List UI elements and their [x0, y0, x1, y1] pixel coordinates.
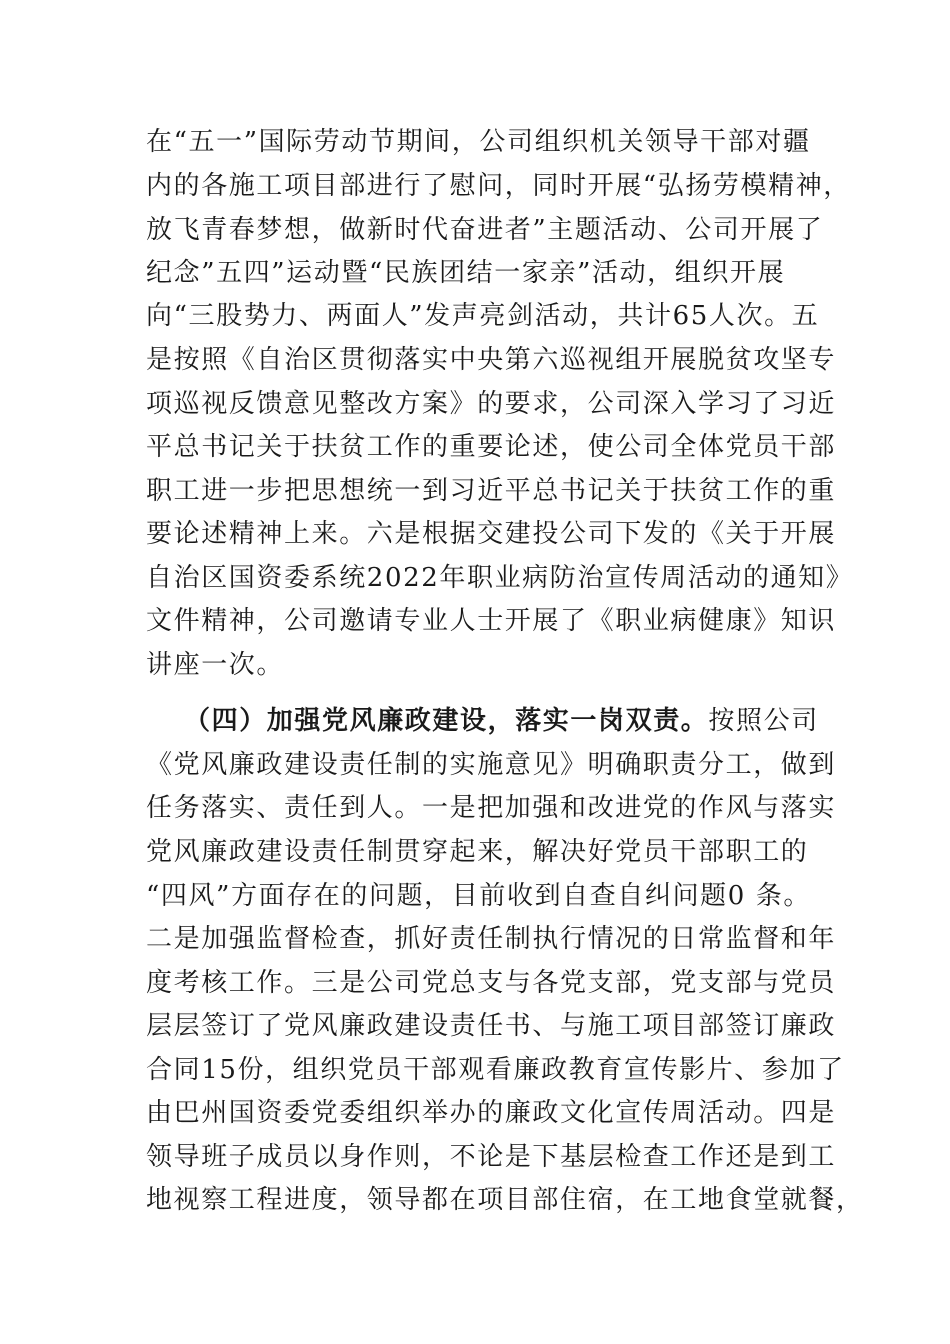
- text-line: 要论述精神上来。六是根据交建投公司下发的《关于开展: [146, 519, 837, 549]
- text-line: 党风廉政建设责任制贯穿起来，解决好党员干部职工的: [146, 837, 809, 867]
- text-line: 任务落实、责任到人。一是把加强和改进党的作风与落实: [146, 793, 837, 823]
- text-line: 讲座一次。: [146, 650, 285, 680]
- text-line: 由巴州国资委党委组织举办的廉政文化宣传周活动。四是: [146, 1098, 837, 1128]
- section-heading-line: [184, 705, 819, 737]
- text-line: 领导班子成员以身作则，不论是下基层检查工作还是到工: [146, 1142, 837, 1172]
- text-line: 度考核工作。三是公司党总支与各党支部，党支部与党员: [146, 968, 837, 998]
- text-line: 文件精神，公司邀请专业人士开展了《职业病健康》知识: [146, 606, 837, 636]
- text-line: 向“三股势力、两面人”发声亮剑活动，共计65人次。五: [146, 301, 820, 331]
- text-line: 放飞青春梦想，做新时代奋进者”主题活动、公司开展了: [146, 215, 824, 245]
- text-line: 层层签订了党风廉政建设责任书、与施工项目部签订廉政: [146, 1011, 837, 1041]
- text-line: 地视察工程进度，领导都在项目部住宿，在工地食堂就餐，: [146, 1185, 864, 1215]
- text-line: “四风”方面存在的问题，目前收到自查自纠问题0 条。: [146, 881, 811, 911]
- text-line: 内的各施工项目部进行了慰问，同时开展“弘扬劳模精神，: [146, 171, 851, 201]
- text-line: 纪念”五四”运动暨“民族团结一家亲”活动，组织开展: [146, 258, 786, 288]
- text-line: 在“五一”国际劳动节期间，公司组织机关领导干部对疆: [146, 127, 811, 157]
- text-line: 是按照《自治区贯彻落实中央第六巡视组开展脱贫攻坚专: [146, 345, 837, 375]
- text-line: 平总书记关于扶贫工作的重要论述，使公司全体党员干部: [146, 432, 837, 462]
- section-heading: （四）加强党风廉政建设，落实一岗双责。: [184, 706, 709, 736]
- text-line: 《党风廉政建设责任制的实施意见》明确职责分工，做到: [146, 750, 837, 780]
- text-line: 职工进一步把思想统一到习近平总书记关于扶贫工作的重: [146, 476, 837, 506]
- heading-tail-text: 按照公司: [708, 706, 819, 736]
- text-line: 二是加强监督检查，抓好责任制执行情况的日常监督和年: [146, 924, 837, 954]
- text-line: 自治区国资委系统2022年职业病防治宣传周活动的通知》: [146, 563, 854, 593]
- text-line: 合同15份，组织党员干部观看廉政教育宣传影片、参加了: [146, 1055, 845, 1085]
- text-line: 项巡视反馈意见整改方案》的要求，公司深入学习了习近: [146, 389, 837, 419]
